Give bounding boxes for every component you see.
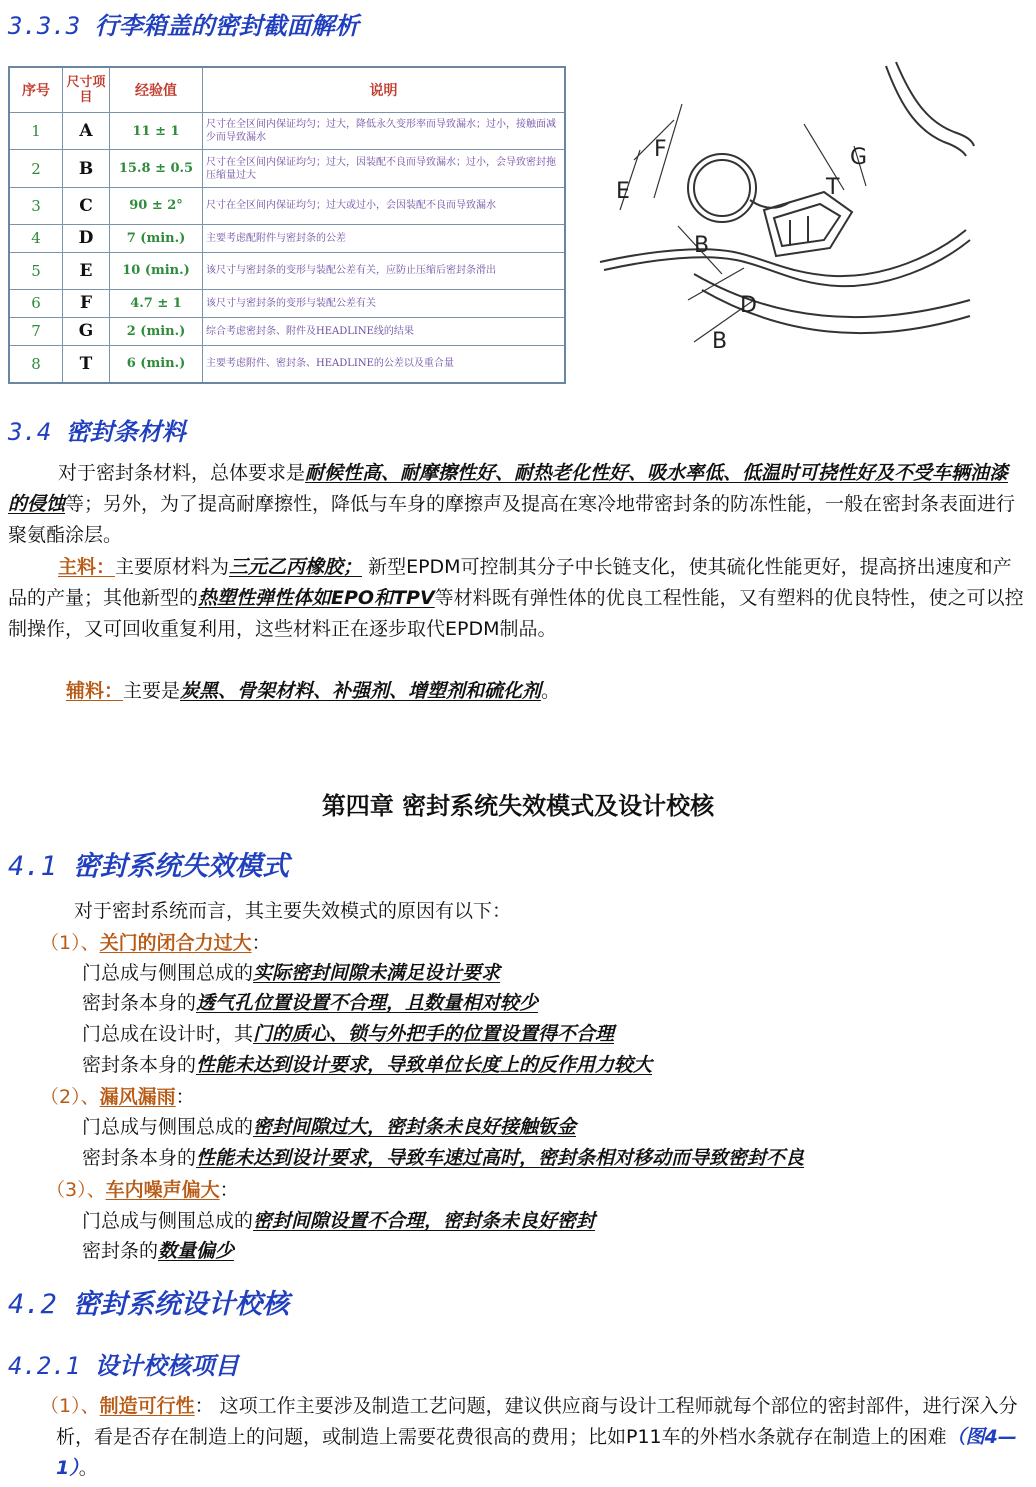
aux-material-paragraph	[8, 676, 1024, 707]
text: ：	[175, 1086, 195, 1108]
cell-desc: 综合考虑密封条、附件及HEADLINE线的结果	[203, 317, 566, 345]
text: 主要原材料为	[115, 556, 230, 578]
failure-group-3-title	[46, 1175, 239, 1205]
cell-desc: 尺寸在全区间内保证均匀；过大，因装配不良而导致漏水；过小，会导致密封拖压缩量过大	[203, 150, 566, 187]
cell-exp: 7 (min.)	[110, 225, 203, 253]
list-item	[82, 1206, 595, 1236]
table-row	[9, 290, 565, 318]
text: 主要是	[123, 680, 181, 702]
table-row	[9, 345, 565, 383]
text: 密封条的	[82, 1240, 159, 1262]
cell-no: 8	[9, 345, 63, 383]
table-row	[9, 187, 565, 224]
text: 对于密封条材料，总体要求是	[58, 462, 306, 484]
cell-exp: 15.8 ± 0.5	[110, 150, 203, 187]
heading-number: 4.2	[8, 1289, 57, 1320]
cell-size: F	[63, 290, 110, 318]
table-header-row	[9, 67, 565, 113]
cell-size: A	[63, 113, 110, 150]
text: 。	[78, 1457, 98, 1479]
main-material-label: 主料：	[58, 556, 116, 578]
cell-desc: 主要考虑配附件与密封条的公差	[203, 225, 566, 253]
cell-size: T	[63, 345, 110, 383]
failure-group-2-title	[40, 1082, 195, 1112]
cell-exp: 10 (min.)	[110, 252, 203, 289]
cell-desc: 尺寸在全区间内保证均匀；过大，降低永久变形率而导致漏水；过小，接触面减少而导致漏水	[203, 113, 566, 150]
text: 等；另外，为了提高耐摩擦性，降低与车身的摩擦声及提高在寒冷地带密封条的防冻性能，一般在密封条表面进行聚氨酯涂层。	[8, 493, 1016, 546]
cell-size: G	[63, 317, 110, 345]
cell-no: 3	[9, 187, 63, 224]
emphasis: 门的质心、锁与外把手的位置设置得不合理	[253, 1023, 615, 1045]
header-size: 尺寸项目	[63, 67, 110, 113]
heading-number: 4.2.1	[8, 1352, 81, 1380]
emphasis: 实际密封间隙未满足设计要求	[253, 962, 501, 984]
table-row	[9, 113, 565, 150]
text: 新型EPDM可控制其分子中长链支化，使其硫化性能更好，提高挤出速度和产品的产量；其他新型的	[8, 556, 1012, 609]
text: 这项工作主要涉及制造工艺问题，建议供应商与设计工程师就每个部位的密封部件，进行深入分析，看是否存在制造上的问题，或制造上需要花费很高的费用；比如P11车的外档水条就存在制造上的困难	[56, 1395, 1018, 1448]
heading-title: 密封条材料	[65, 418, 186, 446]
diagram-label-g: G	[850, 145, 868, 170]
emphasis: 密封间隙设置不合理，密封条未良好密封	[253, 1210, 596, 1232]
heading-number: 4.1	[8, 851, 57, 882]
chapter-title: 第四章 密封系统失效模式及设计校核	[321, 792, 715, 820]
list-item	[82, 1112, 576, 1142]
cell-exp: 90 ± 2°	[110, 187, 203, 224]
group-label: 漏风漏雨	[99, 1086, 176, 1108]
cell-desc: 尺寸在全区间内保证均匀；过大或过小，会因装配不良而导致漏水	[203, 187, 566, 224]
text: 密封条本身的	[82, 992, 197, 1014]
emphasis: 性能未达到设计要求，导致单位长度上的反作用力较大	[196, 1054, 653, 1076]
cell-size: D	[63, 225, 110, 253]
text: 门总成与侧围总成的	[82, 962, 254, 984]
section-heading-3-4	[8, 412, 186, 447]
cell-no: 2	[9, 150, 63, 187]
cell-exp: 2 (min.)	[110, 317, 203, 345]
diagram-label-b1: B	[694, 233, 710, 258]
emphasis: 热塑性弹性体如EPO和TPV	[198, 587, 435, 609]
diagram-label-f: F	[654, 137, 667, 162]
failure-group-1-title	[40, 928, 271, 958]
list-item	[82, 1019, 614, 1049]
header-exp: 经验值	[110, 67, 203, 113]
text: 密封条本身的	[82, 1147, 197, 1169]
text: 门总成与侧围总成的	[82, 1116, 254, 1138]
aux-material-label: 辅料：	[66, 680, 124, 702]
text: ：	[251, 932, 271, 954]
list-item	[82, 1143, 804, 1173]
cell-size: E	[63, 252, 110, 289]
cell-no: 6	[9, 290, 63, 318]
section-heading-4-2-1	[8, 1346, 239, 1381]
header-no: 序号	[9, 67, 63, 113]
emphasis: 透气孔位置设置不合理，且数量相对较少	[196, 992, 539, 1014]
text: ：	[219, 1179, 239, 1201]
text: 。	[541, 680, 561, 702]
heading-title: 密封系统设计校核	[73, 1289, 290, 1320]
diagram-label-b2: B	[712, 329, 728, 354]
cell-exp: 11 ± 1	[110, 113, 203, 150]
cell-no: 7	[9, 317, 63, 345]
heading-number: 3.4	[8, 418, 52, 446]
emphasis: 数量偏少	[158, 1240, 235, 1262]
emphasis: 三元乙丙橡胶；	[229, 556, 363, 578]
header-desc: 说明	[203, 67, 566, 113]
heading-title: 行李箱盖的密封截面解析	[94, 12, 359, 40]
list-item	[82, 1050, 652, 1080]
cell-exp: 6 (min.)	[110, 345, 203, 383]
diagram-label-d: D	[740, 293, 757, 318]
emphasis: 炭黑、骨架材料、补强剂、增塑剂和硫化剂	[180, 680, 542, 702]
cell-size: B	[63, 150, 110, 187]
main-material-paragraph	[8, 552, 1024, 645]
diagram-label-e: E	[616, 179, 630, 204]
diagram-labels	[616, 137, 867, 354]
manufacturability-paragraph	[40, 1391, 1036, 1484]
cell-no: 1	[9, 113, 63, 150]
cell-desc: 该尺寸与密封条的变形与装配公差有关	[203, 290, 566, 318]
group-label: 车内噪声偏大	[105, 1179, 220, 1201]
emphasis: 耐候性高、耐摩擦性好、耐热老化性好、吸水率低、低温时可挠性好及不受车辆油漆的侵蚀	[8, 462, 1009, 515]
list-item	[82, 988, 538, 1018]
materials-intro-paragraph	[8, 458, 1024, 551]
cell-desc: 该尺寸与密封条的变形与装配公差有关，应防止压缩后密封条滑出	[203, 252, 566, 289]
cell-no: 4	[9, 225, 63, 253]
heading-title: 密封系统失效模式	[73, 851, 290, 882]
emphasis: 性能未达到设计要求，导致车速过高时，密封条相对移动而导致密封不良	[196, 1147, 805, 1169]
cell-exp: 4.7 ± 1	[110, 290, 203, 318]
section-heading-4-2	[8, 1282, 289, 1321]
list-item	[82, 1236, 234, 1266]
seal-cross-section-diagram	[594, 60, 976, 390]
cell-desc: 主要考虑附件、密封条、HEADLINE的公差以及重合量	[203, 345, 566, 383]
table-row	[9, 252, 565, 289]
text: 门总成与侧围总成的	[82, 1210, 254, 1232]
text: 门总成在设计时，其	[82, 1023, 254, 1045]
heading-number: 3.3.3	[8, 12, 81, 40]
table-row	[9, 317, 565, 345]
section-heading-3-3-3	[8, 6, 359, 41]
seal-section-table	[8, 66, 566, 384]
group-number: （1）、	[40, 932, 100, 954]
cell-size: C	[63, 187, 110, 224]
item-number: （1）、	[40, 1395, 100, 1417]
failure-intro: 对于密封系统而言，其主要失效模式的原因有以下：	[74, 900, 512, 922]
item-label: 制造可行性	[99, 1395, 195, 1417]
cell-no: 5	[9, 252, 63, 289]
section-heading-4-1	[8, 844, 289, 883]
diagram-label-t: T	[826, 175, 840, 200]
heading-title: 设计校核项目	[94, 1352, 239, 1380]
table-row	[9, 150, 565, 187]
text: 等材料既有弹性体的优良工程性能，又有塑料的优良特性，使之可以控制操作，又可回收重复利用，这些材料正在逐步取代EPDM制品。	[8, 587, 1024, 640]
figure-reference: （图4—1）	[56, 1426, 1017, 1479]
text: ：	[194, 1395, 214, 1417]
list-item	[82, 958, 500, 988]
table-row	[9, 225, 565, 253]
text: 密封条本身的	[82, 1054, 197, 1076]
group-label: 关门的闭合力过大	[99, 932, 252, 954]
group-number: （2）、	[40, 1086, 100, 1108]
emphasis: 密封间隙过大，密封条未良好接触钣金	[253, 1116, 577, 1138]
group-number: （3）、	[46, 1179, 106, 1201]
